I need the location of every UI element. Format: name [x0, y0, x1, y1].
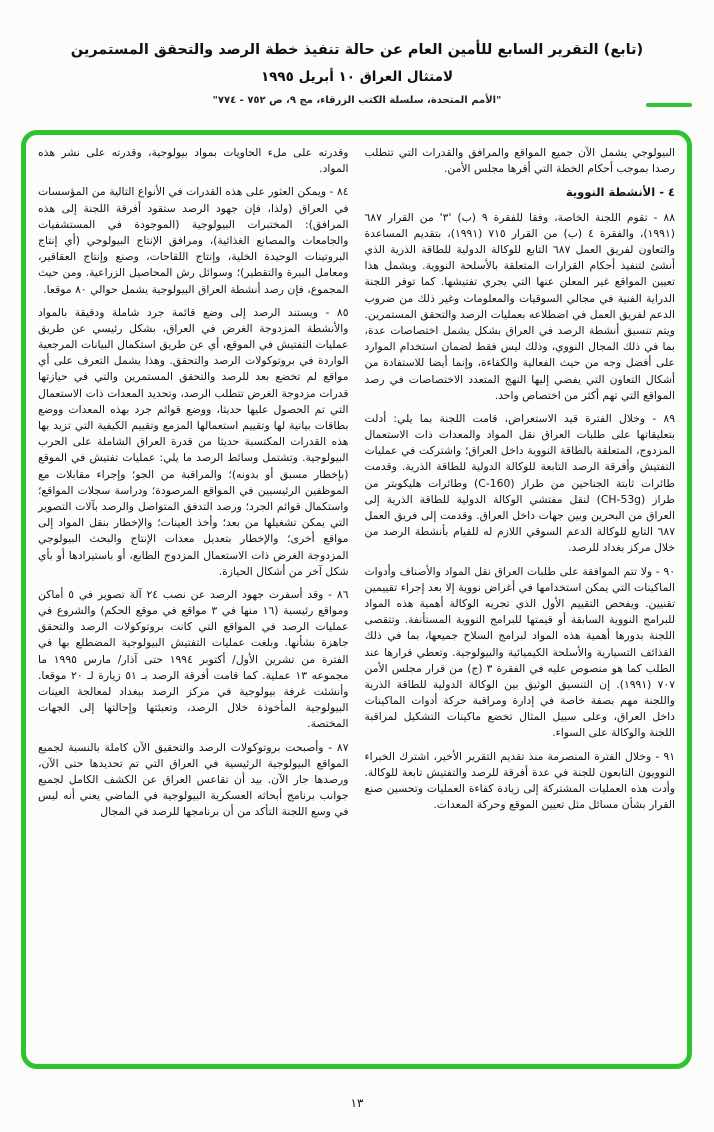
- content-border-box: [21, 130, 692, 1069]
- report-title: (تابع) التقرير السابع للأمين العام عن حالة تنفيذ خطة الرصد والتحقق المستمرين: [70, 42, 644, 58]
- paragraph-88: ٨٨ - تقوم اللجنة الخاصة، وفقا للفقرة ٩ (ب) '٣' من القرار ٦٨٧ (١٩٩١)، والفقرة ٤ (ب) من القرار ٧١٥ (١٩٩١)، بتقديم المساعدة والتعاون لفريق العمل ٦٨٧ التابع للوكالة الدولية للطاقة الذرية الذي أنشئ لتنفيذ أحكام القرارات المتعلقة بالأسلحة النووية. ويشمل هذا تعيين المواقع غير المعلن عنها التي يجري تفتيشها. كما توفر اللجنة الدراية الفنية في مجالي السوقيات والمعلومات وغير ذلك من ضروب الدعم لفريق العمل في اضطلاعه بعمليات الرصد والتحقق المستمرين. ويتم تنسيق أنشطة الرصد في العراق بشكل يشمل اختصاصات عدة، بما في ذلك المجال النووي، وذلك ليس فقط لضمان استخدام الموارد على أفضل وجه من حيث الفعالية والكفاءة، وإنما أيضا للاستفادة من أشكال التعاون التي يفضي إليها النهج المتعدد الاختصاصات في رصد المواقع التي تهم أكثر من اختصاص واحد.: [364, 210, 675, 402]
- paragraph-85: ٨٥ - ويستند الرصد إلى وضع قائمة جرد شاملة ودقيقة بالمواد والأنشطة المزدوجة الغرض في العراق، بشكل رئيسي عن طريق عمليات التفتيش في الموقع، أي عن طريق استكمال البيانات المرجعية الواردة في بروتوكولات الرصد والتحقق. وهذا يشمل التعرف على أي مواقع لم تخضع بعد للرصد والتحقق المستمرين والتي في حيازتها قدرات مزدوجة الغرض تتطلب الرصد، وتحديد المعدات ذات الاستعمال التي تم الحصول عليها حديثا، ووضع قوائم جرد بهذه المعدات ووضع بطاقات بيانية لها وتقييم استعمالها المزمع وتقييم الكيفية التي تزيد بها هذه القدرات المكتسبة حديثا من قدرة العراق الشاملة على الحرب البيولوجية. وتشتمل وسائط الرصد ما يلي: عمليات تفتيش في الموقع (بإخطار مسبق أو بدونه)؛ والمراقبة من الجو؛ وإجراء مقابلات مع الموظفين الرئيسيين في المواقع المرصودة؛ ودراسة سجلات المواقع؛ واستكمال قوائم الجرد؛ ورصد التدفق المتواصل والرصد بآلات التصوير التي يمكن تشغيلها من بعد؛ وأخذ العينات؛ والإخطار بنقل المواد إلى مواقع أخرى؛ والإخطار بتعديل معدات الإنتاج والبحث البيولوجي المزدوجة الغرض ذات الاستعمال المزدوج الطابع، أو باستيرادها أو بأي شكل آخر من أشكال الحيازة.: [38, 305, 349, 578]
- paragraph-87: ٨٧ - وأصبحت بروتوكولات الرصد والتحقيق الآن كاملة بالنسبة لجميع المواقع البيولوجية الرئيسية في العراق التي تم تحديدها حتى الآن، ورصدها جار الآن. بيد أن تقاعس العراق عن الكشف الكامل لجميع جوانب برنامج أبحاثه العسكرية البيولوجية في الماضي يعني أنه ليس في وسع اللجنة التأكد من أن برنامجها للرصد في المجال: [38, 740, 349, 819]
- paragraph-84: ٨٤ - ويمكن العثور على هذه القدرات في الأنواع التالية من المؤسسات في العراق (ولذا، فإن جهود الرصد ستقود أفرقة اللجنة إلى هذه المرافق): المختبرات البيولوجية (الموجودة في المستشفيات والجامعات والمصانع الغذائية)، ومرافق الإنتاج البيولوجي (أي إنتاج البروتينات الوحيدة الخلية، وإنتاج اللقاحات، وصنع وإنتاج العقاقير، ومعامل البيرة والتقطير)؛ وسوائل رش المحاصيل الزراعية. ومن حيث المجموع، فإن رصد أنشطة العراق البيولوجية يشمل حوالي ٨٠ موقعا.: [38, 185, 349, 296]
- paragraph-biological-continuation: البيولوجي يشمل الآن جميع المواقع والمرافق والقدرات التي تتطلب رصدا بموجب أحكام الخطة التي أقرها مجلس الأمن.: [364, 146, 675, 176]
- highlighter-mark: [646, 103, 692, 107]
- report-subtitle: لامتثال العراق ١٠ أبريل ١٩٩٥: [260, 69, 454, 85]
- section-heading-nuclear-activities: ٤ - الأنشطة النووية: [565, 185, 675, 200]
- two-column-layout: [38, 145, 675, 1056]
- column-right: [365, 145, 676, 1056]
- paragraph-89: ٨٩ - وخلال الفترة قيد الاستعراض، قامت اللجنة بما يلي: أدلت بتعليقاتها على طلبات العراق نقل المواد والمعدات ذات الاستعمال المزدوج، المتعلقة بالطاقة النووية داخل العراق؛ واشتركت في عمليات التفتيش وأفرقة الرصد التابعة للوكالة الدولية للطاقة الذرية. وقدمت طائرات ثابتة الجناحين من طراز (C-160) وطائرات هليكوبتر من طراز (CH-53g) لنقل مفتشي الوكالة الدولية للطاقة الذرية إلى العراق من البحرين وبين جهات داخل العراق. وقدمت إلى فريق العمل ٦٨٧ التابع للوكالة الدعم السوقي اللازم له للقيام بأنشطة الرصد من خلال مركز بغداد للرصد.: [364, 411, 675, 555]
- column-left: [38, 145, 349, 1056]
- paragraph-capabilities-continuation: وقدرته على ملء الحاويات بمواد بيولوجية، وقدرته على نشر هذه المواد.: [38, 146, 349, 176]
- page-number: ١٣: [350, 1096, 364, 1110]
- paragraph-86: ٨٦ - وقد أسفرت جهود الرصد عن نصب ٢٤ آلة تصوير في ٥ أماكن ومواقع رئيسية (١٦ منها في ٣ مواقع في موقع الحكم) والشروع في عمليات الرصد في المواقع التي كانت بروتوكولات الرصد والتحقق جاهزة بشأنها. وبلغت عمليات التفتيش البيولوجية المضطلع بها في الفترة من تشرين الأول/ أكتوبر ١٩٩٤ حتى آذار/ مارس ١٩٩٥ ما مجموعه ١٣ عملية. كما قامت أفرقة الرصد بـ ٥١ زيارة لـ ٢٠ موقعا. وأنشئت غرفة بيولوجية في مركز الرصد ببغداد لمعالجة العينات البيولوجية المأخوذة خلال الرصد، وتعبئتها وإحالتها إلى الجهات المختصة.: [38, 587, 349, 731]
- paragraph-90: ٩٠ - ولا تتم الموافقة على طلبات العراق نقل المواد والأصناف وأدوات الماكينات التي يمكن استخدامها في أغراض نووية إلا بعد إجراء تقييمين تقنيين. ويفحص التقييم الأول الذي تجريه الوكالة أهمية هذه المواد للبرامج النووية السابقة أو قيمتها للبرامج النووية المستأنفة. وتتقصى اللجنة بدورها أهمية هذه المواد لبرامج السلاح جميعها، بما في ذلك القذائف التسيارية والأسلحة الكيميائية والبيولوجية. وتعطي قرارها عند الطلب كما هو منصوص عليه في الفقرة ٣ (ج) من قرار مجلس الأمن ٧٠٧ (١٩٩١). إن التنسيق الوثيق بين الوكالة الدولية للطاقة الذرية واللجنة مهم بصفة خاصة في إدارة ومراقبة حركة أدوات الماكينات داخل العراق، وعلى سبيل المثال تخضع ماكينات التشكيل لمراقبة اللجنة والوكالة على السواء.: [364, 564, 675, 740]
- paragraph-91: ٩١ - وخلال الفترة المنصرمة منذ تقديم التقرير الأخير، اشترك الخبراء النوويون التابعون للجنة في عدة أفرقة للرصد والتفتيش تابعة للوكالة. وأدت هذه العمليات المشتركة إلى زيادة كفاءة العمليات وتحسين صنع القرار بشأن مسائل مثل تعيين الموقع وحركة المعدات.: [364, 749, 675, 812]
- document-header: [0, 0, 714, 106]
- source-citation: "الأمم المتحدة، سلسلة الكتب الزرقاء، مج ٩، ص ٧٥٢ - ٧٧٤": [212, 95, 502, 106]
